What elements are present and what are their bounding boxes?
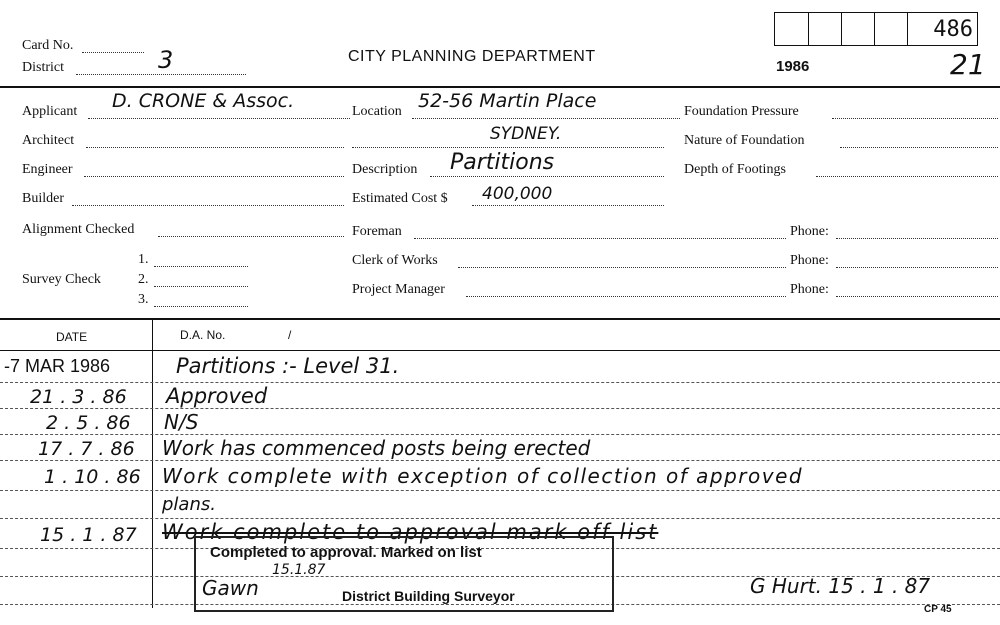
card-no-label: Card No.	[22, 38, 74, 53]
form-code: CP 45	[924, 604, 952, 615]
survey-3: 3.	[138, 292, 149, 307]
signoff: G Hurt. 15 . 1 . 87	[750, 574, 931, 598]
log-date: 17 . 7 . 86	[38, 438, 135, 460]
card-number: 486	[933, 17, 973, 42]
stamp-date: 15.1.87	[272, 562, 326, 578]
description-value: Partitions	[450, 150, 555, 175]
cost-value: 400,000	[482, 184, 553, 204]
foreman-phone-label: Phone:	[790, 224, 829, 239]
card-number-box	[774, 12, 978, 46]
log-text: Partitions :- Level 31.	[176, 354, 400, 378]
stamp-line2: District Building Surveyor	[342, 588, 515, 604]
depth-footings-label: Depth of Footings	[684, 162, 786, 177]
engineer-label: Engineer	[22, 162, 73, 177]
foreman-label: Foreman	[352, 224, 402, 239]
log-date: 2 . 5 . 86	[46, 412, 131, 434]
alignment-label: Alignment Checked	[22, 222, 135, 237]
da-header: D.A. No.	[180, 328, 226, 342]
log-date: 21 . 3 . 86	[30, 386, 127, 408]
pm-phone-label: Phone:	[790, 282, 829, 297]
stamp-signature: Gawn	[202, 576, 259, 600]
pm-label: Project Manager	[352, 282, 445, 297]
clerk-phone-label: Phone:	[790, 253, 829, 268]
handwritten-number: 21	[950, 48, 986, 81]
clerk-label: Clerk of Works	[352, 253, 438, 268]
applicant-label: Applicant	[22, 104, 78, 119]
location-label: Location	[352, 104, 402, 119]
log-text: Work has commenced posts being erected	[162, 436, 591, 460]
architect-label: Architect	[22, 133, 75, 148]
date-header: DATE	[56, 330, 88, 344]
log-text: Approved	[166, 384, 268, 408]
log-date: -7 MAR 1986	[4, 356, 111, 376]
district-value: 3	[158, 46, 174, 74]
cost-label: Estimated Cost $	[352, 191, 448, 206]
survey-label: Survey Check	[22, 272, 101, 287]
log-date: 15 . 1 . 87	[40, 524, 137, 546]
log-date: 1 . 10 . 86	[44, 466, 141, 488]
builder-label: Builder	[22, 191, 64, 206]
survey-2: 2.	[138, 272, 149, 287]
foundation-pressure-label: Foundation Pressure	[684, 104, 799, 119]
department-title: CITY PLANNING DEPARTMENT	[348, 48, 596, 65]
da-slash: /	[288, 328, 292, 342]
nature-foundation-label: Nature of Foundation	[684, 133, 805, 148]
log-text: Work complete with exception of collection of approved	[162, 464, 804, 488]
log-text: N/S	[164, 410, 199, 434]
location-value: 52-56 Martin Place	[418, 90, 597, 112]
applicant-value: D. CRONE & Assoc.	[112, 90, 295, 112]
district-label: District	[22, 60, 64, 75]
survey-1: 1.	[138, 252, 149, 267]
year: 1986	[776, 58, 810, 75]
location-value-2: SYDNEY.	[490, 124, 562, 144]
description-label: Description	[352, 162, 418, 177]
log-text: Work complete to approval mark off list	[162, 520, 659, 544]
stamp-line1: Completed to approval. Marked on list	[210, 544, 482, 561]
log-text: plans.	[162, 494, 216, 515]
approval-stamp	[194, 536, 614, 612]
